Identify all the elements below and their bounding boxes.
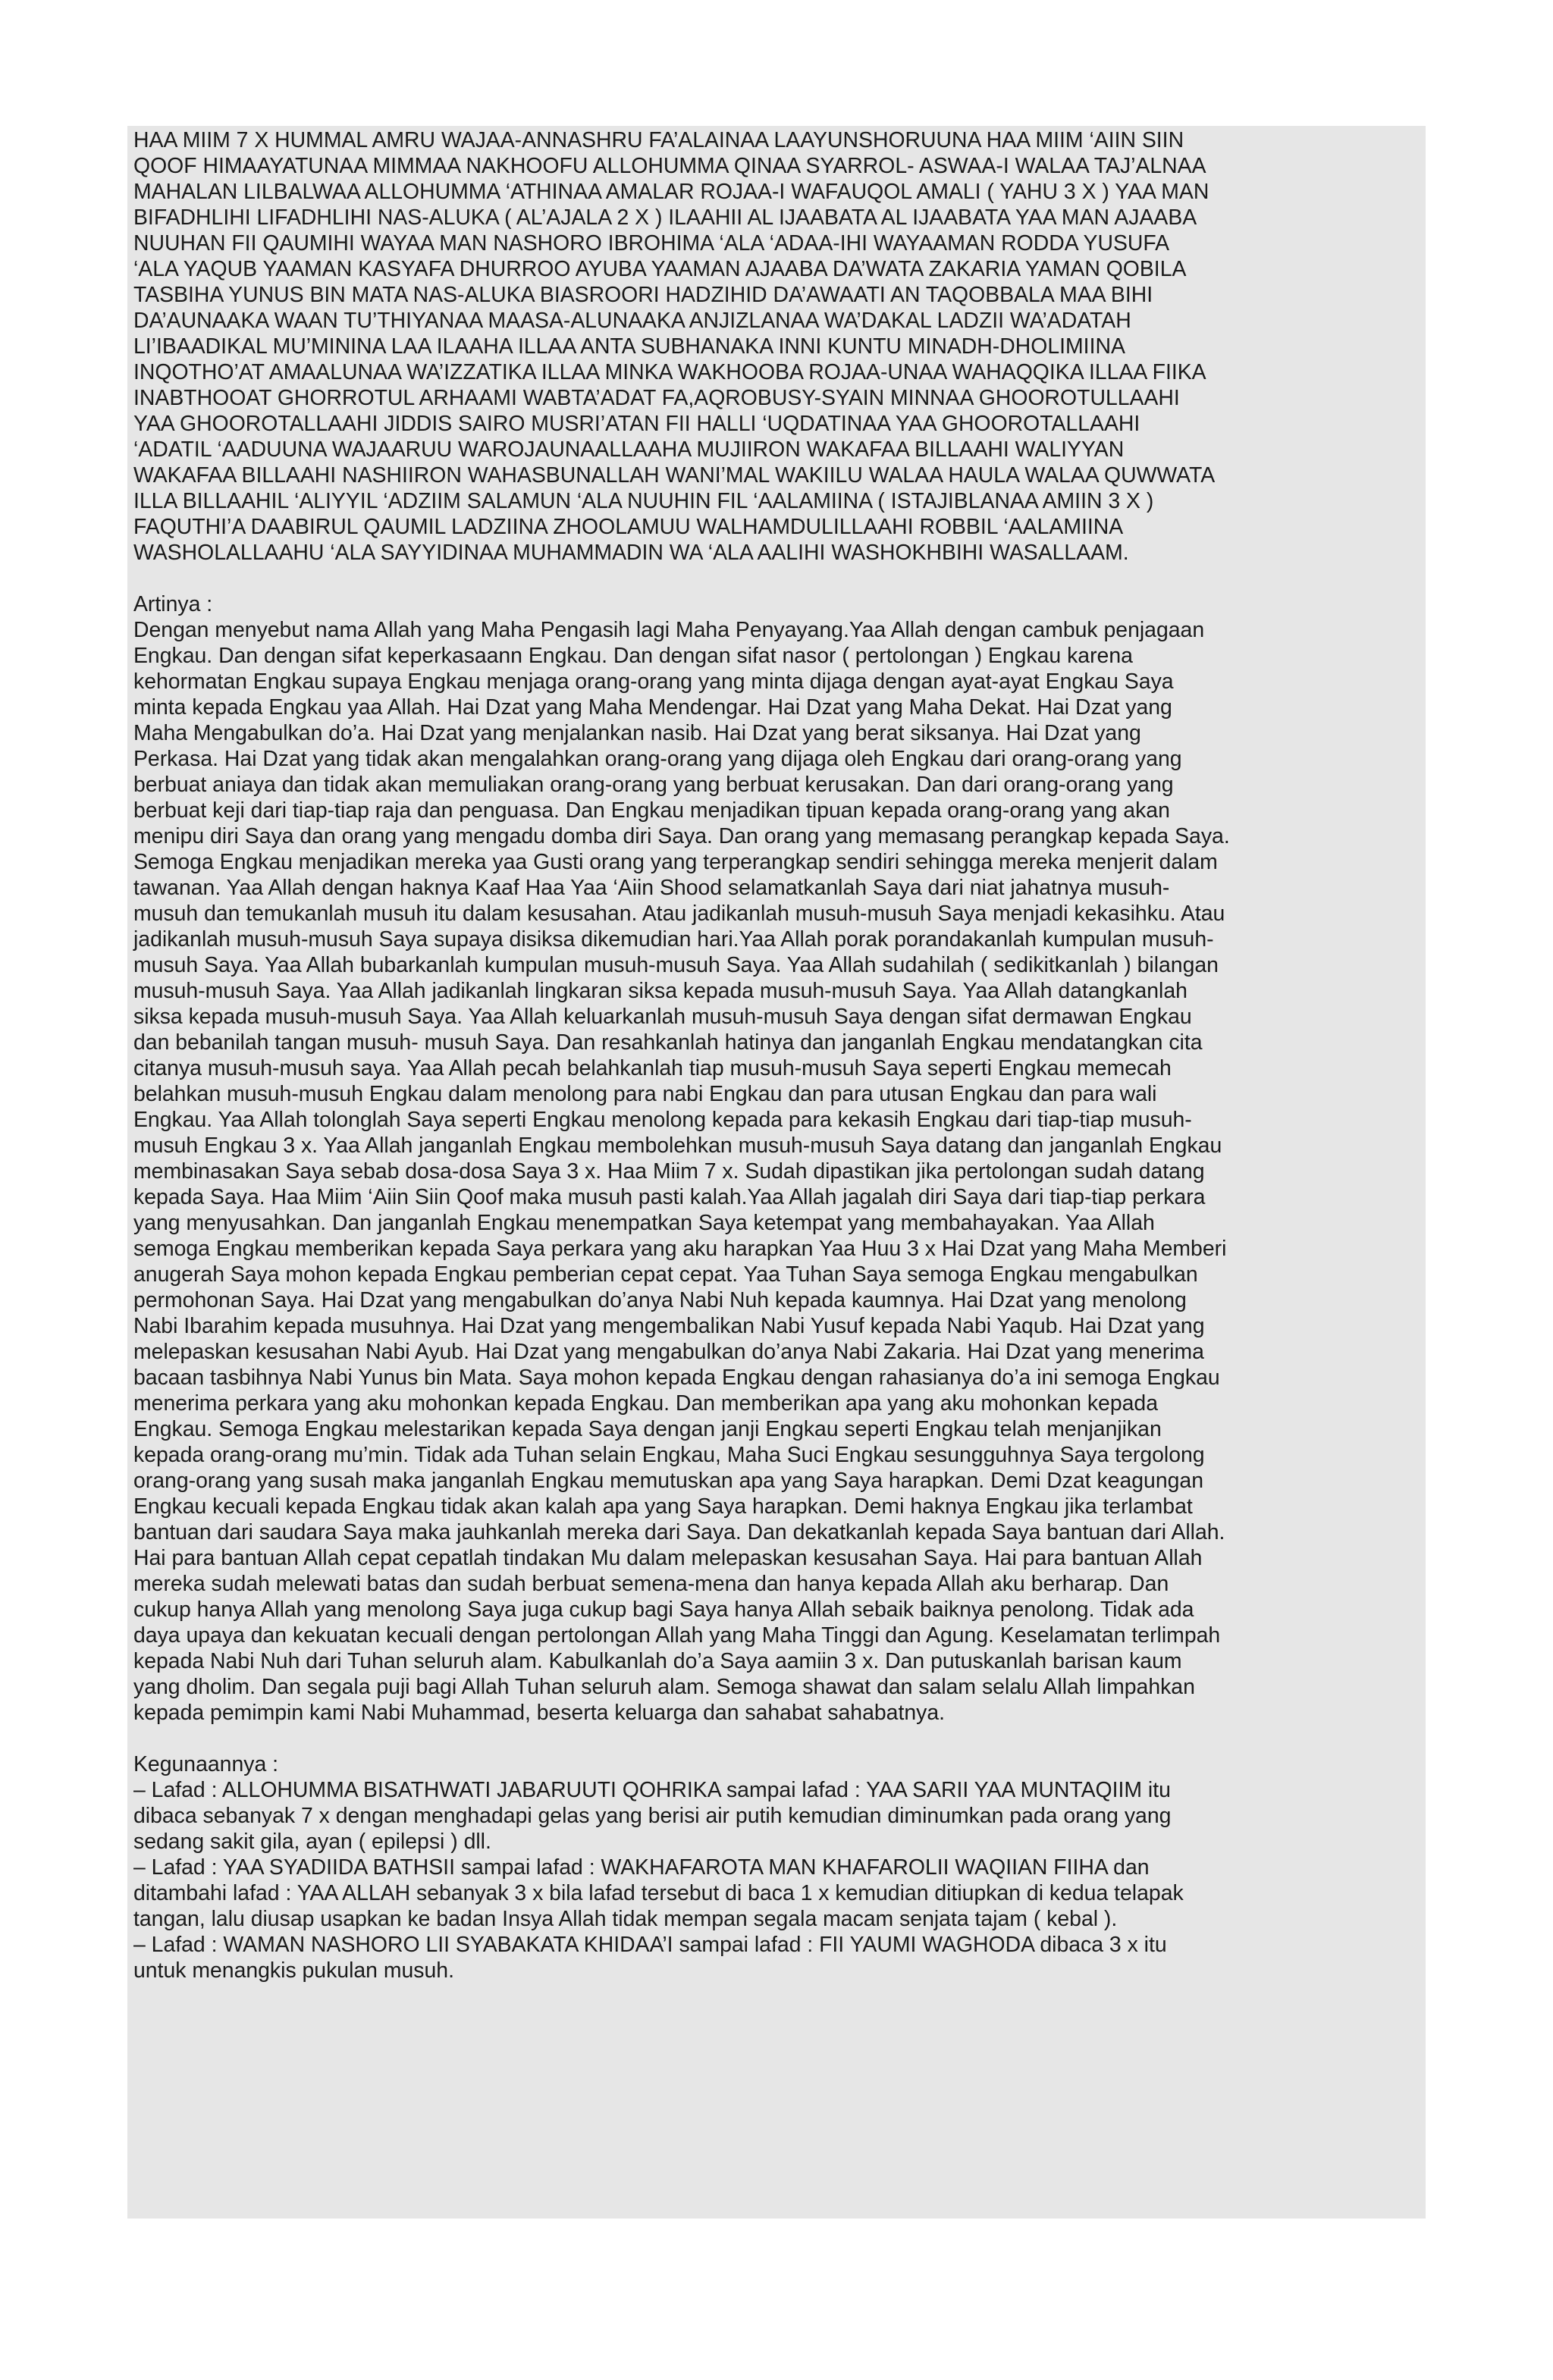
usage-item: – Lafad : WAMAN NASHORO LII SYABAKATA KHIDAA’I sampai lafad : FII YAUMI WAGHODA dibaca 3 x itu untuk menangkis pukulan musuh.	[133, 1933, 1167, 1983]
usage-item: – Lafad : YAA SYADIIDA BATHSII sampai lafad : WAKHAFAROTA MAN KHAFAROLII WAQIIAN FIIHA dan ditambahi lafad : YAA ALLAH sebanyak 3 x bila lafad tersebut di baca 1 x kemudian ditiupkan di kedua telapak tangan, lalu diusap usapkan ke badan Insya Allah tidak mempan segala macam senjata tajam ( kebal ).	[133, 1855, 1184, 1931]
meaning-heading: Artinya :	[133, 592, 213, 616]
meaning-paragraph: Dengan menyebut nama Allah yang Maha Pengasih lagi Maha Penyayang.Yaa Allah dengan cambuk penjagaan Engkau. Dan dengan sifat keperkasaann Engkau. Dan dengan sifat nasor ( pertolongan ) Engkau karena kehormatan Engkau supaya Engkau menjaga orang-orang yang minta dijaga dengan ayat-ayat Engkau Saya minta kepada Engkau yaa Allah. Hai Dzat yang Maha Mendengar. Hai Dzat yang Maha Dekat. Hai Dzat yang Maha Mengabulkan do’a. Hai Dzat yang menjalankan nasib. Hai Dzat yang berat siksanya. Hai Dzat yang Perkasa. Hai Dzat yang tidak akan mengalahkan orang-orang yang dijaga oleh Engkau dari orang-orang yang berbuat aniaya dan tidak akan memuliakan orang-orang yang berbuat kerusakan. Dan dari orang-orang yang berbuat keji dari tiap-tiap raja dan penguasa. Dan Engkau menjadikan tipuan kepada orang-orang yang akan menipu diri Saya dan orang yang mengadu domba diri Saya. Dan orang yang memasang perangkap kepada Saya. Semoga Engkau menjadikan mereka yaa Gusti orang yang terperangkap sendiri sehingga mereka menjerit dalam tawanan. Yaa Allah dengan haknya Kaaf Haa Yaa ‘Aiin Shood selamatkanlah Saya dari niat jahatnya musuh- musuh dan temukanlah musuh itu dalam kesusahan. Atau jadikanlah musuh-musuh Saya menjadi kekasihku. Atau jadikanlah musuh-musuh Saya supaya disiksa dikemudian hari.Yaa Allah porak porandakanlah kumpulan musuh- musuh Saya. Yaa Allah bubarkanlah kumpulan musuh-musuh Saya. Yaa Allah sudahilah ( sedikitkanlah ) bilangan musuh-musuh Saya. Yaa Allah jadikanlah lingkaran siksa kepada musuh-musuh Saya. Yaa Allah datangkanlah siksa kepada musuh-musuh Saya. Yaa Allah keluarkanlah musuh-musuh Saya dengan sifat dermawan Engkau dan bebanilah tangan musuh- musuh Saya. Dan resahkanlah hatinya dan janganlah Engkau mendatangkan cita citanya musuh-musuh saya. Yaa Allah pecah belahkanlah tiap musuh-musuh Saya seperti Engkau memecah belahkan musuh-musuh Engkau dalam menolong para nabi Engkau dan para utusan Engkau dan para wali Engkau. Yaa Allah tolonglah Saya seperti Engkau menolong kepada para kekasih Engkau dari tiap-tiap musuh- musuh Engkau 3 x. Yaa Allah janganlah Engkau membolehkan musuh-musuh Saya datang dan janganlah Engkau membinasakan Saya sebab dosa-dosa Saya 3 x. Haa Miim 7 x. Sudah dipastikan jika pertolongan sudah datang kepada Saya. Haa Miim ‘Aiin Siin Qoof maka musuh pasti kalah.Yaa Allah jagalah diri Saya dari tiap-tiap perkara yang menyusahkan. Dan janganlah Engkau menempatkan Saya ketempat yang membahayakan. Yaa Allah semoga Engkau memberikan kepada Saya perkara yang aku harapkan Yaa Huu 3 x Hai Dzat yang Maha Memberi anugerah Saya mohon kepada Engkau pemberian cepat cepat. Yaa Tuhan Saya semoga Engkau mengabulkan permohonan Saya. Hai Dzat yang mengabulkan do’anya Nabi Nuh kepada kaumnya. Hai Dzat yang menolong Nabi Ibarahim kepada musuhnya. Hai Dzat yang mengembalikan Nabi Yusuf kepada Nabi Yaqub. Hai Dzat yang melepaskan kesusahan Nabi Ayub. Hai Dzat yang mengabulkan do’anya Nabi Zakaria. Hai Dzat yang menerima bacaan tasbihnya Nabi Yunus bin Mata. Saya mohon kepada Engkau dengan rahasianya do’a ini semoga Engkau menerima perkara yang aku mohonkan kepada Engkau. Dan memberikan apa yang aku mohonkan kepada Engkau. Semoga Engkau melestarikan kepada Saya dengan janji Engkau seperti Engkau telah menjanjikan kepada orang-orang mu’min. Tidak ada Tuhan selain Engkau, Maha Suci Engkau sesungguhnya Saya tergolong orang-orang yang susah maka janganlah Engkau memutuskan apa yang Saya harapkan. Demi Dzat keagungan Engkau kecuali kepada Engkau tidak akan kalah apa yang Saya harapkan. Demi haknya Engkau jika terlambat bantuan dari saudara Saya maka jauhkanlah mereka dari Saya. Dan dekatkanlah kepada Saya bantuan dari Allah. Hai para bantuan Allah cepat cepatlah tindakan Mu dalam melepaskan kesusahan Saya. Hai para bantuan Allah mereka sudah melewati batas dan sudah berbuat semena-mena dan hanya kepada Allah aku berharap. Dan cukup hanya Allah yang menolong Saya juga cukup bagi Saya hanya Allah sebaik baiknya penolong. Tidak ada daya upaya dan kekuatan kecuali dengan pertolongan Allah yang Maha Tinggi dan Agung. Keselamatan terlimpah kepada Nabi Nuh dari Tuhan seluruh alam. Kabulkanlah do’a Saya aamiin 3 x. Dan putuskanlah barisan kaum yang dholim. Dan segala puji bagi Allah Tuhan seluruh alam. Semoga shawat dan salam selalu Allah limpahkan kepada pemimpin kami Nabi Muhammad, beserta keluarga dan sahabat sahabatnya.	[133, 618, 1230, 1725]
arabic-transliteration-paragraph: HAA MIIM 7 X HUMMAL AMRU WAJAA-ANNASHRU FA’ALAINAA LAAYUNSHORUUNA HAA MIIM ‘AIIN SIIN QOOF HIMAAYATUNAA MIMMAA NAKHOOFU ALLOHUMMA QINAA SYARROL- ASWAA-I WALAA TAJ’ALNAA MAHALAN LILBALWAA ALLOHUMMA ‘ATHINAA AMALAR ROJAA-I WAFAUQOL AMALI ( YAHU 3 X ) YAA MAN BIFADHLIHI LIFADHLIHI NAS-ALUKA ( AL’AJALA 2 X ) ILAAHII AL IJAABATA AL IJAABATA YAA MAN AJAABA NUUHAN FII QAUMIHI WAYAA MAN NASHORO IBROHIMA ‘ALA ‘ADAA-IHI WAYAAMAN RODDA YUSUFA ‘ALA YAQUB YAAMAN KASYAFA DHURROO AYUBA YAAMAN AJAABA DA’WATA ZAKARIA YAMAN QOBILA TASBIHA YUNUS BIN MATA NAS-ALUKA BIASROORI HADZIHID DA’AWAATI AN TAQOBBALA MAA BIHI DA’AUNAAKA WAAN TU’THIYANAA MAASA-ALUNAAKA ANJIZLANAA WA’DAKAL LADZII WA’ADATAH LI’IBAADIKAL MU’MININA LAA ILAAHA ILLAA ANTA SUBHANAKA INNI KUNTU MINADH-DHOLIMIINA INQOTHO’AT AMAALUNAA WA’IZZATIKA ILLAA MINKA WAKHOOBA ROJAA-UNAA WAHAQQIKA ILLAA FIIKA INABTHOOAT GHORROTUL ARHAAMI WABTA’ADAT FA,AQROBUSY-SYAIN MINNAA GHOOROTULLAAHI YAA GHOOROTALLAAHI JIDDIS SAIRO MUSRI’ATAN FII HALLI ‘UQDATINAA YAA GHOOROTALLAAHI ‘ADATIL ‘AADUUNA WAJAARUU WAROJAUNAALLAAHA MUJIIRON WAKAFAA BILLAAHI WALIYYAN WAKAFAA BILLAAHI NASHIIRON WAHASBUNALLAH WANI’MAL WAKIILU WALAA HAULA WALAA QUWWATA ILLA BILLAAHIL ‘ALIYYIL ‘ADZIIM SALAMUN ‘ALA NUUHIN FIL ‘AALAMIINA ( ISTAJIBLANAA AMIIN 3 X ) FAQUTHI’A DAABIRUL QAUMIL LADZIINA ZHOOLAMUU WALHAMDULILLAAHI ROBBIL ‘AALAMIINA WASHOLALLAAHU ‘ALA SAYYIDINAA MUHAMMADIN WA ‘ALA AALIHI WASHOKHBIHI WASALLAAM.	[133, 128, 1216, 565]
document-text-block	[127, 126, 1426, 2219]
usage-item: – Lafad : ALLOHUMMA BISATHWATI JABARUUTI QOHRIKA sampai lafad : YAA SARII YAA MUNTAQIIM itu dibaca sebanyak 7 x dengan menghadapi gelas yang berisi air putih kemudian diminumkan pada orang yang sedang sakit gila, ayan ( epilepsi ) dll.	[133, 1778, 1172, 1854]
paragraph-gap	[133, 1726, 1421, 1751]
usage-heading: Kegunaannya :	[133, 1752, 279, 1776]
paragraph-gap	[133, 566, 1421, 591]
